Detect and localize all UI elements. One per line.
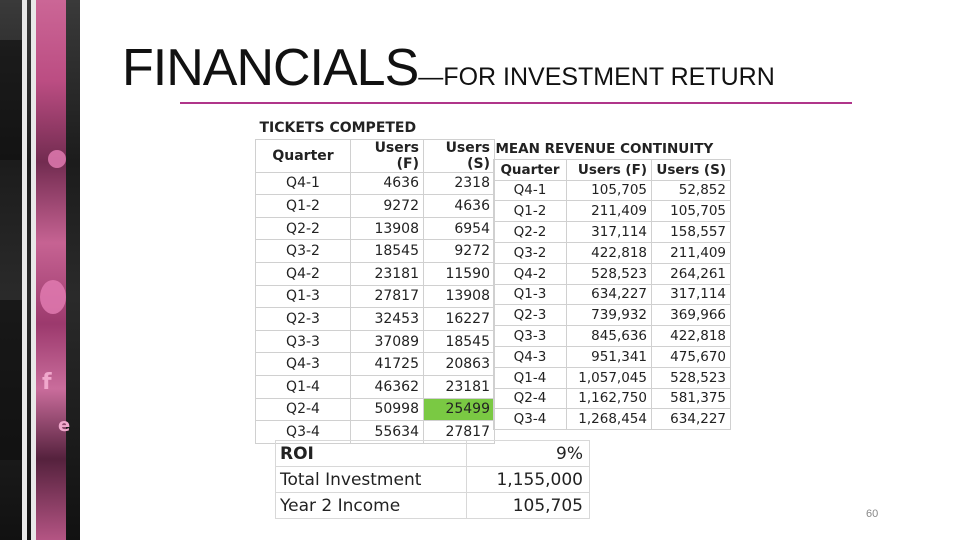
table-cell: 23181 [424, 375, 495, 398]
table-cell: Q1-3 [256, 285, 351, 308]
table-cell: 37089 [351, 330, 424, 353]
table-cell: Q3-4 [494, 409, 567, 430]
table-cell: 13908 [424, 285, 495, 308]
table-cell: Q2-2 [494, 222, 567, 243]
table-cell: 6954 [424, 217, 495, 240]
table-cell: 41725 [351, 353, 424, 376]
table-header-row [494, 159, 731, 180]
highlighted-cell: 25499 [424, 398, 495, 421]
table-row [256, 308, 495, 331]
table-row [256, 398, 495, 421]
column-header: Users (S) [424, 139, 495, 172]
table-cell: Q4-1 [256, 172, 351, 195]
facebook-icon: f [42, 370, 52, 395]
table-cell: Q3-3 [494, 326, 567, 347]
table-cell: Q3-2 [494, 242, 567, 263]
table-cell: 264,261 [652, 263, 731, 284]
table-cell: 317,114 [567, 222, 652, 243]
table-row [494, 263, 731, 284]
table-row [256, 262, 495, 285]
total-investment-value: 1,155,000 [467, 467, 590, 493]
table-cell: 317,114 [652, 284, 731, 305]
table-row [494, 222, 731, 243]
shadow-block [0, 40, 22, 160]
table-cell: 422,818 [567, 242, 652, 263]
table-row [256, 172, 495, 195]
table-cell: 634,227 [567, 284, 652, 305]
table-cell: Q3-2 [256, 240, 351, 263]
slide-title [122, 38, 775, 98]
table-cell: 46362 [351, 375, 424, 398]
tickets-table-title: TICKETS COMPETED [256, 117, 495, 139]
table-row [256, 353, 495, 376]
table-row [494, 305, 731, 326]
table-cell: 475,670 [652, 346, 731, 367]
table-cell: 105,705 [567, 180, 652, 201]
roi-table [275, 440, 590, 519]
table-cell: 951,341 [567, 346, 652, 367]
tickets-table [255, 117, 495, 444]
table-cell: 20863 [424, 353, 495, 376]
column-header: Users (F) [567, 159, 652, 180]
table-cell: 211,409 [567, 201, 652, 222]
table-cell: 1,162,750 [567, 388, 652, 409]
table-cell: 1,268,454 [567, 409, 652, 430]
table-cell: 4636 [351, 172, 424, 195]
table-row [256, 195, 495, 218]
pink-shape [40, 280, 66, 314]
table-row [494, 388, 731, 409]
table-cell: 158,557 [652, 222, 731, 243]
table-cell: Q3-3 [256, 330, 351, 353]
table-cell: Q4-2 [256, 262, 351, 285]
roi-label: ROI [276, 441, 467, 467]
table-row [494, 180, 731, 201]
table-cell: 18545 [424, 330, 495, 353]
title-subtitle: —FOR INVESTMENT RETURN [418, 63, 775, 91]
revenue-table-title: MEAN REVENUE CONTINUITY [495, 140, 714, 157]
total-investment-label: Total Investment [276, 467, 467, 493]
table-row [494, 409, 731, 430]
table-cell: 23181 [351, 262, 424, 285]
table-cell: 369,966 [652, 305, 731, 326]
title-underline [180, 102, 852, 104]
table-cell: 55634 [351, 421, 424, 444]
table-row [276, 467, 590, 493]
shadow-block [0, 300, 22, 460]
table-cell: 18545 [351, 240, 424, 263]
column-header: Users (F) [351, 139, 424, 172]
table-row [494, 201, 731, 222]
column-header: Users (S) [652, 159, 731, 180]
table-cell: Q4-2 [494, 263, 567, 284]
table-row [256, 217, 495, 240]
table-cell: 528,523 [567, 263, 652, 284]
table-row [494, 242, 731, 263]
table-row [494, 367, 731, 388]
email-icon: e [58, 415, 71, 436]
table-cell: 27817 [351, 285, 424, 308]
table-cell: 4636 [424, 195, 495, 218]
decorative-photo-strip [0, 0, 80, 540]
table-row [494, 326, 731, 347]
revenue-table [493, 139, 731, 430]
table-row [494, 284, 731, 305]
table-cell: Q1-2 [494, 201, 567, 222]
table-cell: Q2-4 [256, 398, 351, 421]
table-cell: 32453 [351, 308, 424, 331]
page-number: 60 [866, 508, 879, 520]
table-cell: 2318 [424, 172, 495, 195]
pink-overlay [36, 0, 66, 540]
pink-shape [48, 150, 66, 168]
table-cell: 11590 [424, 262, 495, 285]
roi-value: 9% [467, 441, 590, 467]
year-2-income-label: Year 2 Income [276, 493, 467, 519]
table-cell: 50998 [351, 398, 424, 421]
strip-divider [22, 0, 27, 540]
column-header: Quarter [494, 159, 567, 180]
table-cell: Q2-4 [494, 388, 567, 409]
table-cell: Q1-4 [494, 367, 567, 388]
table-cell: Q2-2 [256, 217, 351, 240]
table-row [256, 285, 495, 308]
table-row [256, 330, 495, 353]
table-cell: 52,852 [652, 180, 731, 201]
table-cell: Q2-3 [494, 305, 567, 326]
table-header-row [256, 139, 495, 172]
table-cell: Q1-2 [256, 195, 351, 218]
table-cell: 739,932 [567, 305, 652, 326]
table-row [256, 375, 495, 398]
table-cell: 1,057,045 [567, 367, 652, 388]
table-row [494, 346, 731, 367]
table-cell: 16227 [424, 308, 495, 331]
table-row [276, 441, 590, 467]
table-cell: 528,523 [652, 367, 731, 388]
table-cell: 581,375 [652, 388, 731, 409]
table-cell: 13908 [351, 217, 424, 240]
table-cell: 9272 [424, 240, 495, 263]
table-row [276, 493, 590, 519]
table-cell: 211,409 [652, 242, 731, 263]
year-2-income-value: 105,705 [467, 493, 590, 519]
title-main: FINANCIALS [122, 39, 419, 97]
table-cell: 105,705 [652, 201, 731, 222]
table-cell: Q4-3 [494, 346, 567, 367]
column-header: Quarter [256, 139, 351, 172]
table-cell: Q2-3 [256, 308, 351, 331]
table-cell: 845,636 [567, 326, 652, 347]
table-cell: 9272 [351, 195, 424, 218]
table-cell: Q3-4 [256, 421, 351, 444]
table-cell: Q4-3 [256, 353, 351, 376]
table-row [256, 240, 495, 263]
table-cell: 634,227 [652, 409, 731, 430]
table-cell: 422,818 [652, 326, 731, 347]
table-cell: 27817 [424, 421, 495, 444]
table-cell: Q1-4 [256, 375, 351, 398]
table-cell: Q1-3 [494, 284, 567, 305]
table-cell: Q4-1 [494, 180, 567, 201]
